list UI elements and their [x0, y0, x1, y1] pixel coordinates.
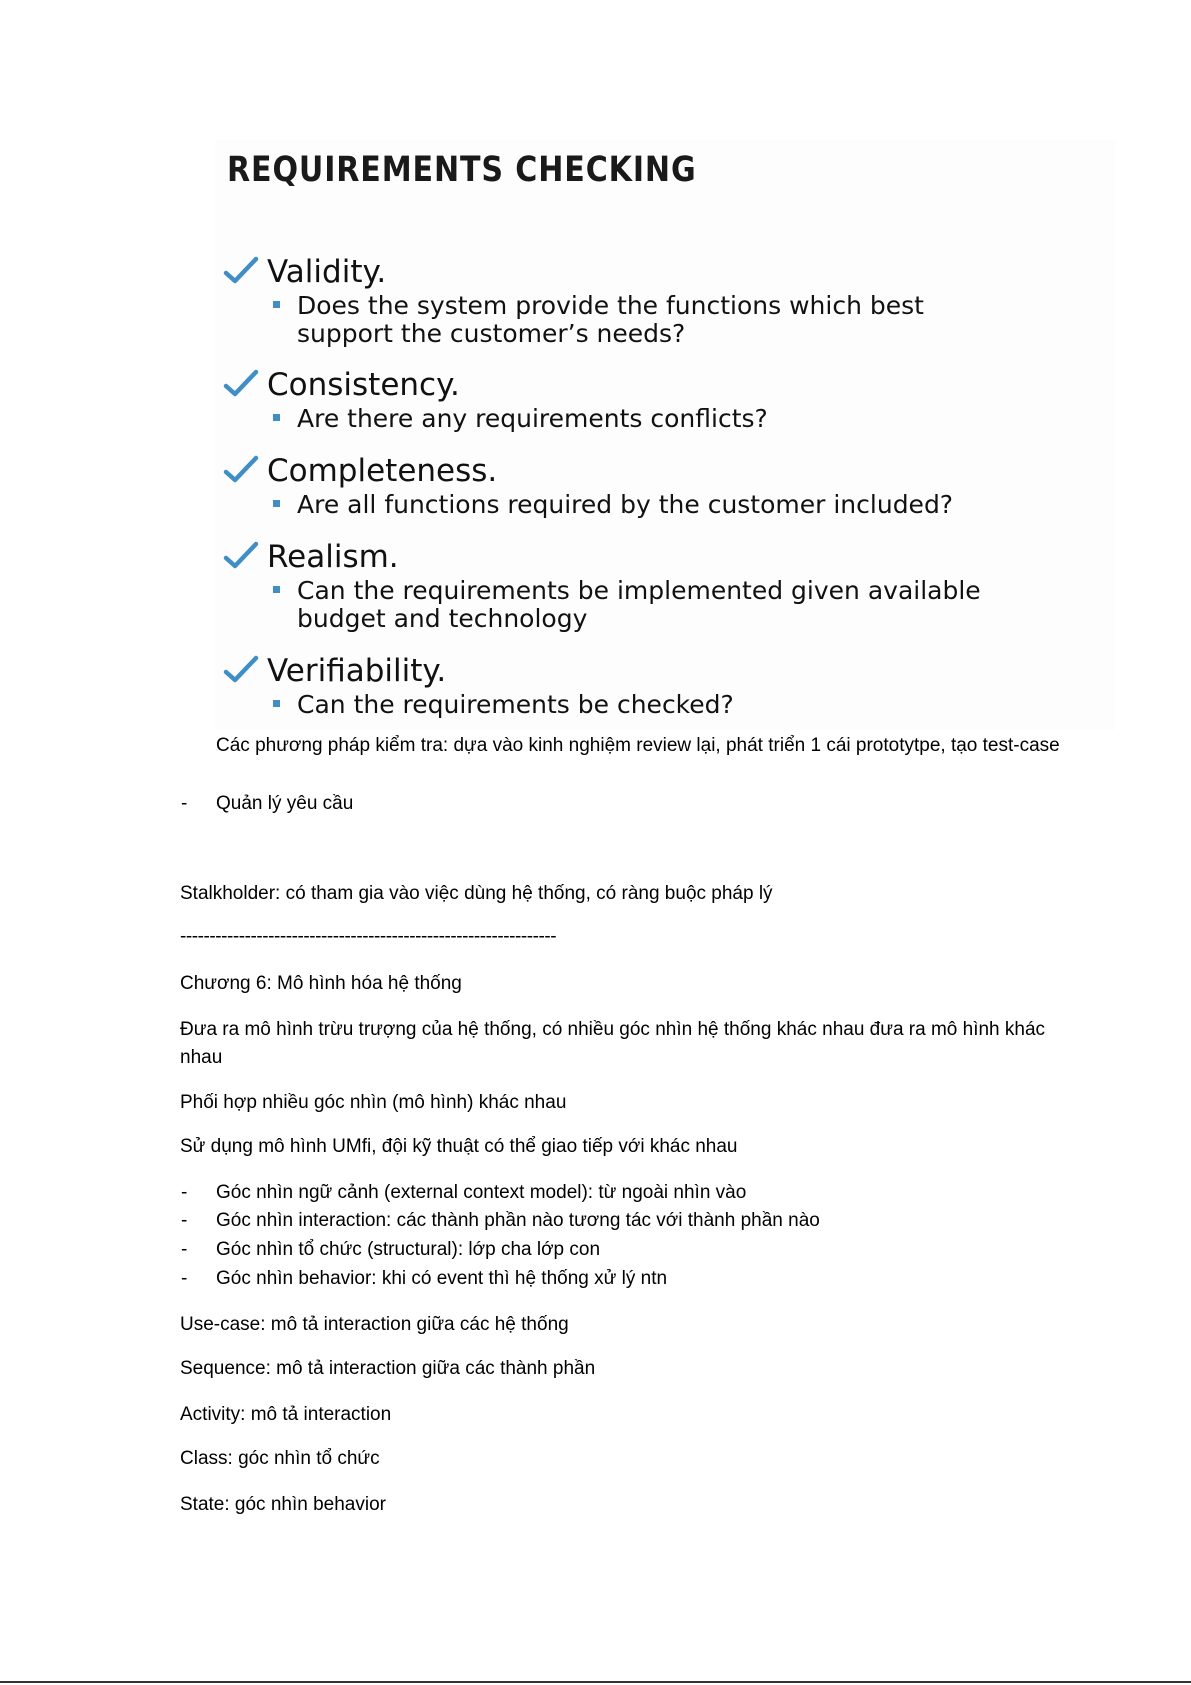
separator-line: ----------------------------------------------------------------: [180, 926, 557, 947]
slide-detail-line: budget and technology: [297, 604, 588, 633]
slide-item-validity: [223, 252, 1113, 348]
diagram-activity: Activity: mô tả interaction: [180, 1404, 392, 1425]
slide-detail-line: Can the requirements be checked?: [297, 690, 734, 719]
slide-item-heading: Realism.: [267, 539, 399, 575]
square-bullet-icon: [273, 586, 280, 593]
square-bullet-icon: [273, 301, 280, 308]
list-item: Góc nhìn behavior: khi có event thì hệ thống xử lý ntn: [216, 1268, 668, 1289]
requirements-checking-slide: [215, 140, 1115, 730]
slide-title: REQUIREMENTS CHECKING: [227, 150, 697, 190]
slide-detail-line: Are all functions required by the customer included?: [297, 490, 954, 519]
slide-item-detail: [271, 405, 1113, 433]
check-icon: [223, 455, 261, 487]
slide-item-verifiability: [223, 651, 1113, 719]
check-icon: [223, 369, 261, 401]
diagram-usecase: Use-case: mô tả interaction giữa các hệ thống: [180, 1314, 569, 1335]
stakeholder-paragraph: Stalkholder: có tham gia vào việc dùng hệ thống, có ràng buộc pháp lý: [180, 883, 773, 904]
list-item: Góc nhìn interaction: các thành phần nào tương tác với thành phần nào: [216, 1210, 820, 1231]
slide-item-heading: Verifiability.: [267, 653, 447, 689]
combine-views-paragraph: Phối hợp nhiều góc nhìn (mô hình) khác nhau: [180, 1092, 567, 1113]
list-dash: -: [181, 1239, 188, 1260]
check-icon: [223, 655, 261, 687]
check-icon: [223, 541, 261, 573]
slide-detail-line: Does the system provide the functions which best: [297, 291, 924, 320]
requirements-management-item: Quản lý yêu cầu: [216, 793, 354, 814]
slide-item-detail: [271, 577, 1113, 633]
list-dash: -: [181, 1210, 188, 1231]
abstract-model-paragraph: Đưa ra mô hình trừu trượng của hệ thống, có nhiều góc nhìn hệ thống khác nhau đưa ra mô hình khác nhau: [180, 1019, 1046, 1068]
list-item: Góc nhìn ngữ cảnh (external context model): từ ngoài nhìn vào: [216, 1182, 747, 1203]
chapter-heading: Chương 6: Mô hình hóa hệ thống: [180, 973, 462, 994]
square-bullet-icon: [273, 500, 280, 507]
list-dash: -: [181, 793, 188, 814]
slide-item-completeness: [223, 451, 1113, 519]
square-bullet-icon: [273, 414, 280, 421]
slide-item-detail: [271, 292, 1113, 348]
page-bottom-border: [0, 1681, 1191, 1683]
diagram-sequence: Sequence: mô tả interaction giữa các thành phần: [180, 1358, 596, 1379]
slide-item-heading: Completeness.: [267, 453, 498, 489]
list-item: Góc nhìn tổ chức (structural): lớp cha lớp con: [216, 1239, 601, 1260]
slide-item-consistency: [223, 365, 1113, 433]
uml-paragraph: Sử dụng mô hình UMfi, đội kỹ thuật có thể giao tiếp với khác nhau: [180, 1136, 738, 1157]
diagram-class: Class: góc nhìn tổ chức: [180, 1448, 380, 1469]
slide-item-detail: [271, 491, 1113, 519]
check-methods-paragraph: Các phương pháp kiểm tra: dựa vào kinh nghiệm review lại, phát triển 1 cái prototytpe, tạo test-case: [216, 735, 1060, 756]
slide-item-heading: Validity.: [267, 254, 387, 290]
slide-detail-line: Are there any requirements conflicts?: [297, 404, 768, 433]
check-icon: [223, 256, 261, 288]
slide-detail-line: Can the requirements be implemented given available: [297, 576, 981, 605]
square-bullet-icon: [273, 700, 280, 707]
slide-item-realism: [223, 537, 1113, 633]
slide-item-heading: Consistency.: [267, 367, 460, 403]
list-dash: -: [181, 1268, 188, 1289]
slide-item-detail: [271, 691, 1113, 719]
diagram-state: State: góc nhìn behavior: [180, 1494, 386, 1515]
slide-detail-line: support the customer’s needs?: [297, 319, 686, 348]
list-dash: -: [181, 1182, 188, 1203]
